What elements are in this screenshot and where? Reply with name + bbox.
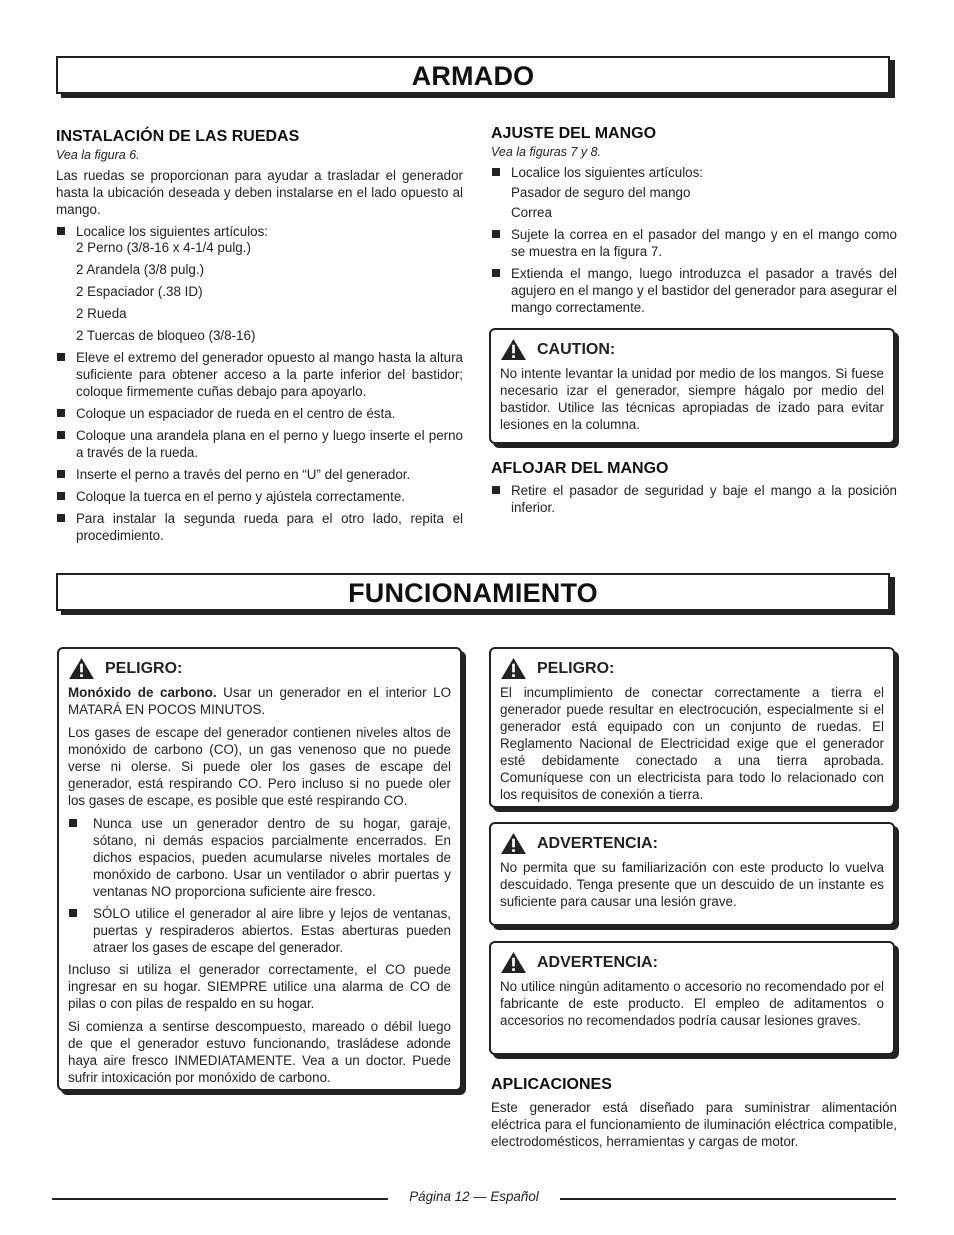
- section-title-funcionamiento: FUNCIONAMIENTO: [56, 573, 890, 611]
- figure-reference: Vea la figura 6.: [56, 148, 140, 162]
- applications-section: [491, 1075, 897, 1155]
- list-item: Localice los siguientes artículos:: [56, 223, 463, 240]
- handle-release-section: [491, 459, 897, 521]
- list-item: Localice los siguientes artículos:: [491, 164, 897, 181]
- square-bullet-icon: [69, 819, 77, 827]
- applications-text: Este generador está diseñado para suministrar alimentación eléctrica para el funcionamiento de iluminación eléctrica compatible, electrodomésticos, herramientas y cargas de motor.: [491, 1100, 897, 1149]
- page-number: Página 12 — Español: [399, 1189, 549, 1204]
- list-item: Para instalar la segunda rueda para el otro lado, repita el procedimiento.: [56, 510, 463, 544]
- danger-paragraph: Los gases de escape del generador contienen niveles altos de monóxido de carbono (CO), un gas venenoso que no puede verse ni olerse. Si puede oler los gases de escape del generador, está respirando CO. Pero incluso si no puede oler los gases de escape, es posible que esté respirando CO.: [68, 725, 451, 808]
- list-item: Extienda el mango, luego introduzca el pasador a través del agujero en el mango y el bastidor del generador para asegurar el mango correctamente.: [491, 265, 897, 316]
- square-bullet-icon: [57, 492, 65, 500]
- danger-text: El incumplimiento de conectar correctamente a tierra el generador puede resultar en electrocución, especialmente si el generador está equipado con un conjunto de ruedas. El Reglamento Nacional de Electricidad exige que el generador esté debidamente conectado a una tierra aprobada. Comuníquese con un electricista para todo lo relacionado con los requisitos de conexión a tierra.: [500, 685, 884, 802]
- warning-box-accessories: [489, 941, 895, 1055]
- applications-heading: APLICACIONES: [491, 1076, 612, 1093]
- list-item: Sujete la correa en el pasador del mango y en el mango como se muestra en la figura 7.: [491, 226, 897, 260]
- danger-box-grounding: [489, 647, 895, 808]
- handle-adjustment-heading: AJUSTE DEL MANGO: [491, 125, 657, 142]
- danger-lead: Monóxido de carbono. Usar un generador en el interior LO MATARÁ EN POCOS MINUTOS.: [68, 685, 451, 717]
- square-bullet-icon: [57, 431, 65, 439]
- figure-reference: Vea la figuras 7 y 8.: [491, 145, 602, 159]
- parts-list: [491, 184, 897, 221]
- warning-triangle-icon: [500, 657, 527, 680]
- parts-item: 2 Espaciador (.38 ID): [76, 284, 203, 299]
- caution-box: [489, 328, 895, 444]
- wheel-installation-heading: INSTALACIÓN DE LAS RUEDAS: [56, 128, 300, 145]
- caution-text: No intente levantar la unidad por medio de los mangos. Si fuese necesario izar el generador, siempre hágalo por medio del bastidor. Utilice las técnicas apropiadas de izado para evitar lesiones en la columna.: [500, 366, 884, 432]
- parts-item: Correa: [511, 205, 552, 220]
- danger-title: PELIGRO:: [537, 660, 615, 677]
- parts-item: 2 Rueda: [76, 306, 127, 321]
- wheel-installation-section: [56, 127, 463, 549]
- list-item: Retire el pasador de seguridad y baje el mango a la posición inferior.: [491, 482, 897, 516]
- warning-triangle-icon: [68, 657, 95, 680]
- square-bullet-icon: [57, 227, 65, 235]
- square-bullet-icon: [57, 470, 65, 478]
- square-bullet-icon: [492, 269, 500, 277]
- parts-item: 2 Tuercas de bloqueo (3/8-16): [76, 328, 256, 343]
- handle-adjustment-section: [491, 124, 897, 321]
- list-item: Coloque un espaciador de rueda en el centro de ésta.: [56, 405, 463, 422]
- warning-triangle-icon: [500, 951, 527, 974]
- square-bullet-icon: [492, 168, 500, 176]
- warning-text: No permita que su familiarización con este producto lo vuelva descuidado. Tenga presente que un descuido de un instante es suficiente para causar una lesión grave.: [500, 860, 884, 909]
- warning-text: No utilice ningún aditamento o accesorio no recomendado por el fabricante de este producto. El empleo de aditamentos o accesorios no recomendados podría causar lesiones graves.: [500, 979, 884, 1028]
- warning-title: ADVERTENCIA:: [537, 835, 658, 852]
- parts-item: Pasador de seguro del mango: [511, 185, 691, 200]
- parts-item: 2 Arandela (3/8 pulg.): [76, 262, 205, 277]
- list-item: SÓLO utilice el generador al aire libre y lejos de ventanas, puertas y respiraderos abiertos. Estas aberturas pueden atraer los gases de escape del generador.: [68, 905, 451, 956]
- danger-paragraph: Si comienza a sentirse descompuesto, mareado o débil luego de que el generador estuvo funcionando, trasládese adonde haya aire fresco INMEDIATAMENTE. Vea a un doctor. Puede sufrir intoxicación por monóxido de carbono.: [68, 1019, 451, 1085]
- square-bullet-icon: [57, 409, 65, 417]
- square-bullet-icon: [69, 909, 77, 917]
- list-item: Nunca use un generador dentro de su hogar, garaje, sótano, ni demás espacios parcialmente encerrados. En dichos espacios, pueden acumularse niveles mortales de monóxido de carbono. Usar un ventilador o abrir puertas y ventanas NO proporciona suficiente aire fresco.: [68, 815, 451, 900]
- list-item: Eleve el extremo del generador opuesto al mango hasta la altura suficiente para obtener acceso a la parte inferior del bastidor; coloque firmemente cuñas debajo para apoyarlo.: [56, 349, 463, 400]
- square-bullet-icon: [57, 353, 65, 361]
- warning-triangle-icon: [500, 832, 527, 855]
- danger-box-carbon-monoxide: [57, 647, 462, 1091]
- page-footer: [52, 1188, 896, 1206]
- parts-item: 2 Perno (3/8-16 x 4-1/4 pulg.): [76, 240, 251, 255]
- wheel-intro-text: Las ruedas se proporcionan para ayudar a trasladar el generador hasta la ubicación deseada y deben instalarse en el lado opuesto al mango.: [56, 168, 463, 217]
- parts-list: [56, 239, 463, 344]
- danger-paragraph: Incluso si utiliza el generador correctamente, el CO puede ingresar en su hogar. SIEMPRE utilice una alarma de CO de pilas o con pilas de respaldo en su hogar.: [68, 962, 451, 1011]
- square-bullet-icon: [57, 514, 65, 522]
- list-item: Coloque la tuerca en el perno y ajústela correctamente.: [56, 488, 463, 505]
- square-bullet-icon: [492, 230, 500, 238]
- square-bullet-icon: [492, 486, 500, 494]
- handle-release-heading: AFLOJAR DEL MANGO: [491, 460, 669, 477]
- list-item: Coloque una arandela plana en el perno y luego inserte el perno a través de la rueda.: [56, 427, 463, 461]
- warning-box-familiarization: [489, 822, 895, 926]
- caution-title: CAUTION:: [537, 341, 616, 358]
- section-title-armado: ARMADO: [56, 56, 890, 94]
- warning-triangle-icon: [500, 338, 527, 361]
- list-item: Inserte el perno a través del perno en “U” del generador.: [56, 466, 463, 483]
- danger-title: PELIGRO:: [105, 660, 183, 677]
- warning-title: ADVERTENCIA:: [537, 954, 658, 971]
